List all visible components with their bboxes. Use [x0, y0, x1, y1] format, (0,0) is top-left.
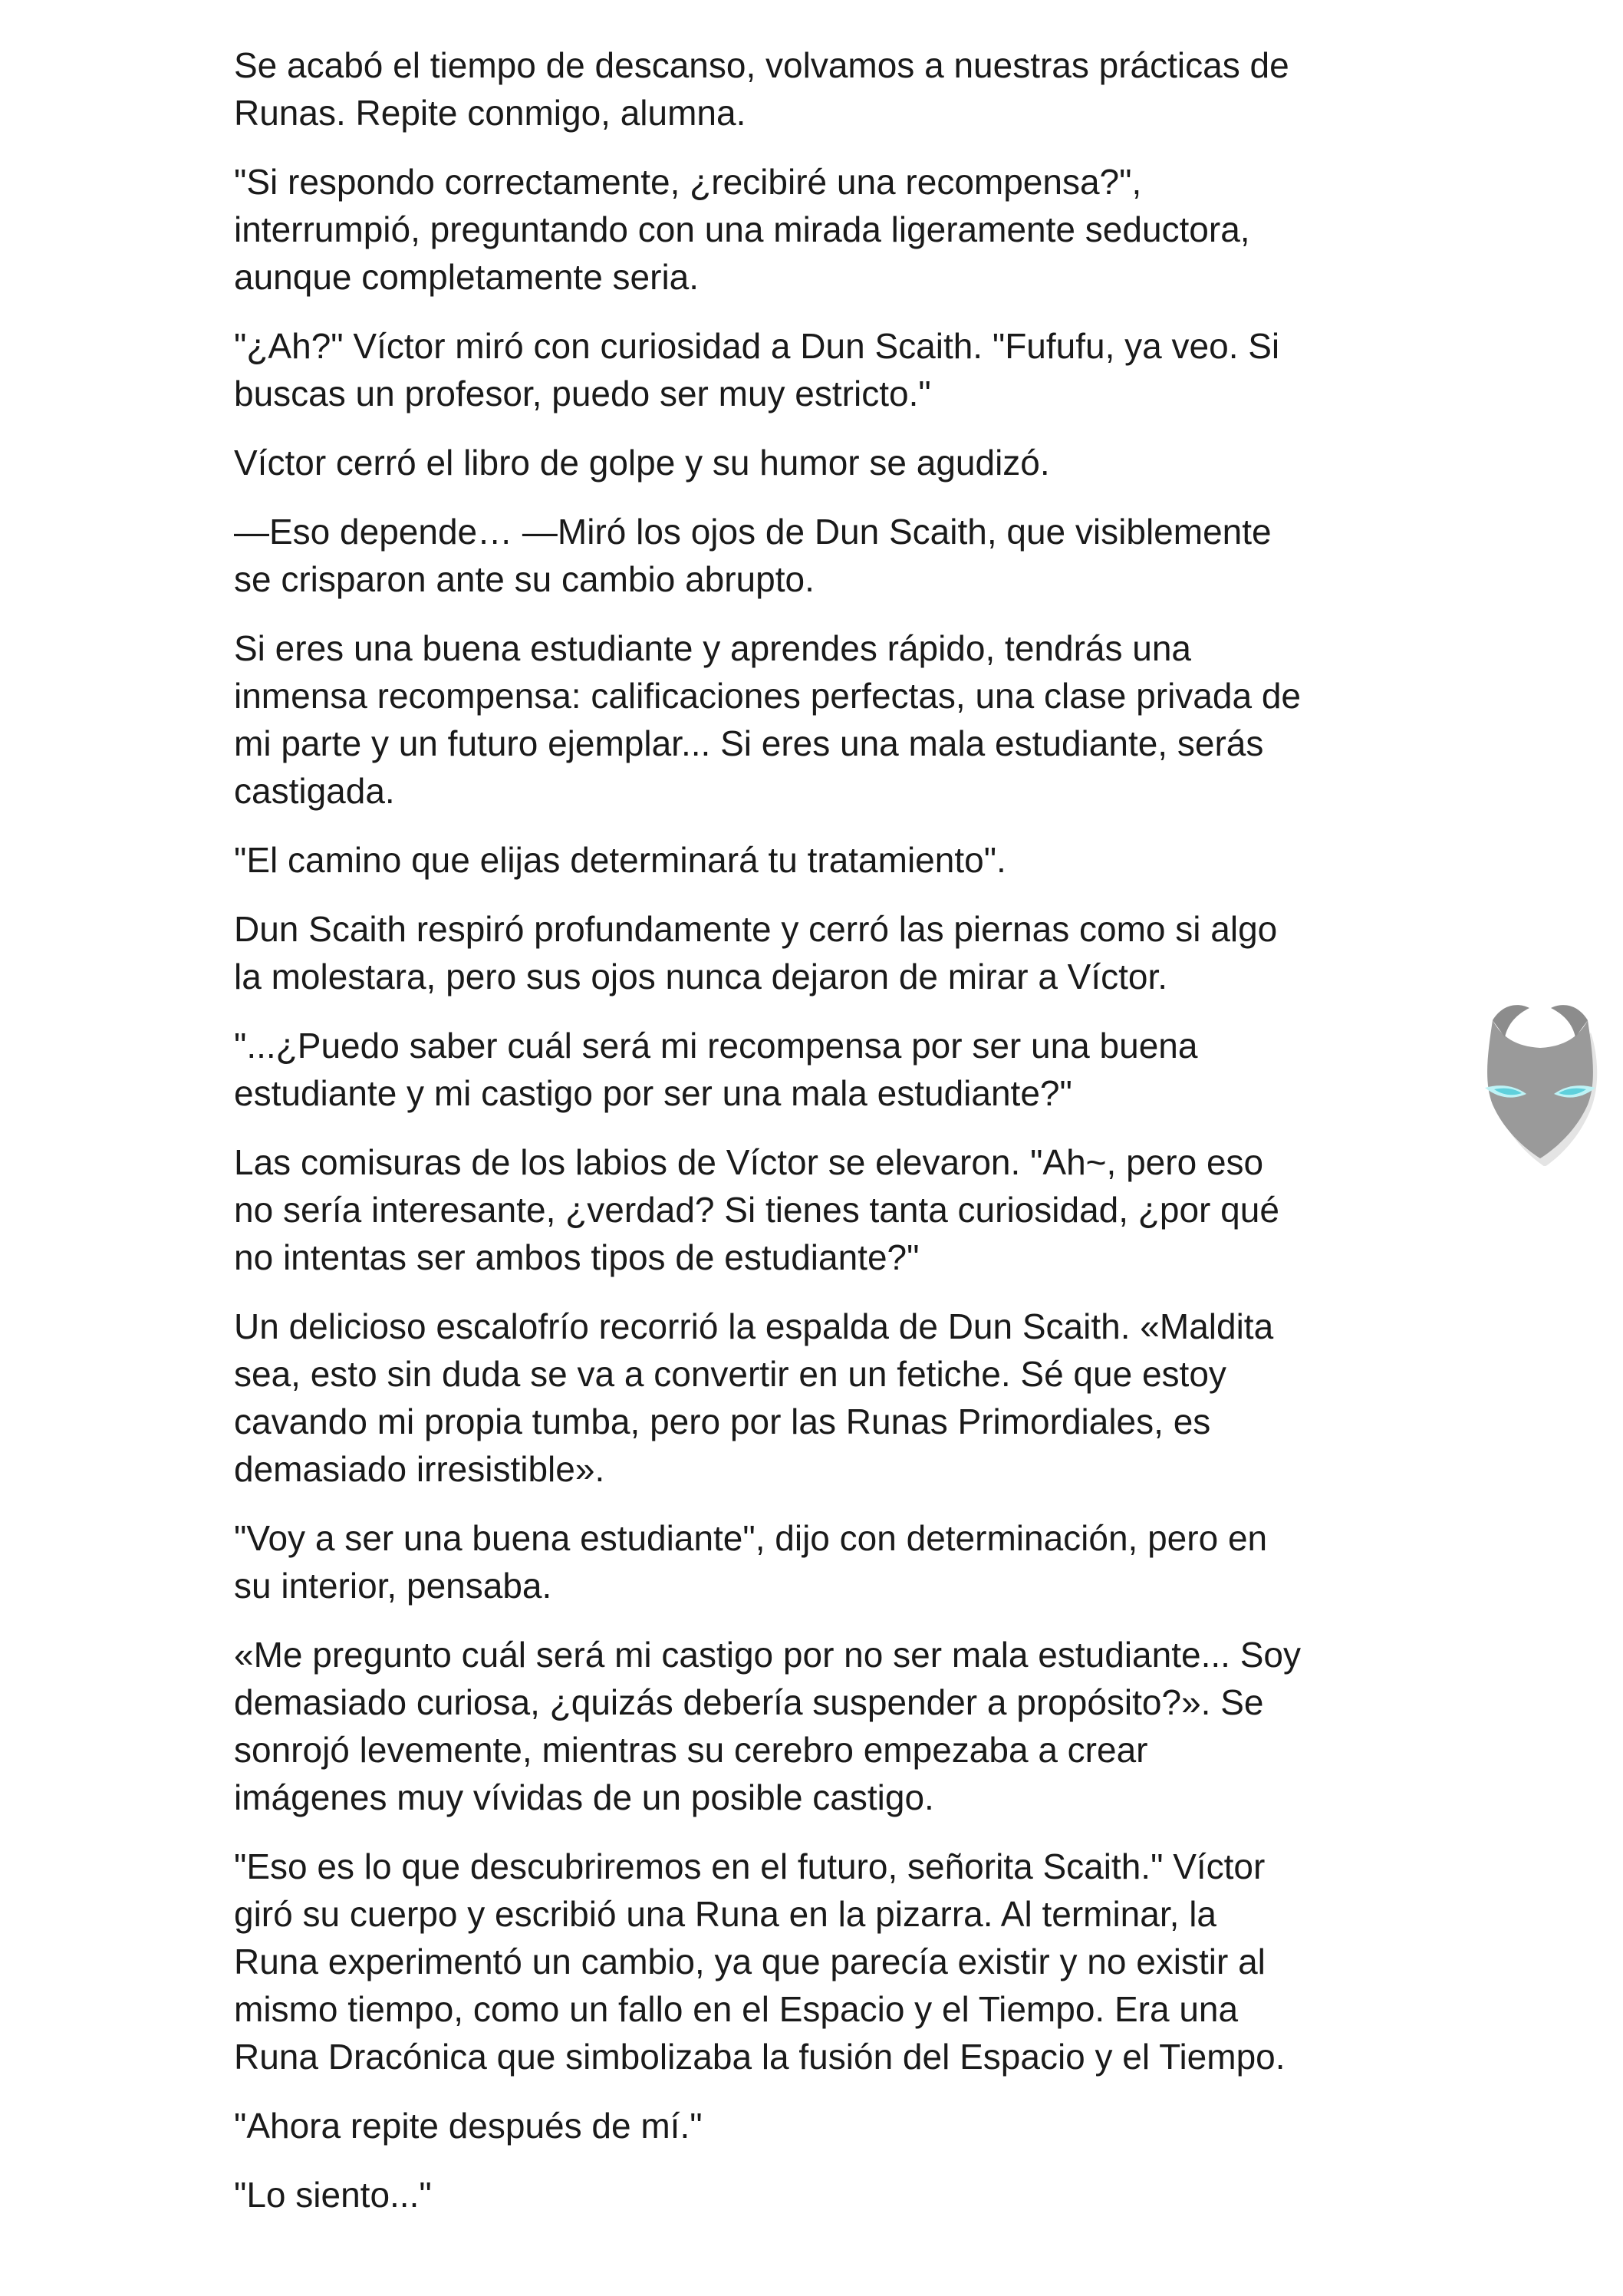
text-line: Las comisuras de los labios de Víctor se elevaron. "Ah~, pero eso — [234, 1142, 1264, 1182]
paragraph — [234, 1303, 1415, 1493]
text-line: Dun Scaith respiró profundamente y cerró las piernas como si algo — [234, 909, 1278, 949]
paragraph — [234, 1138, 1415, 1281]
text-line: «Me pregunto cuál será mi castigo por no ser mala estudiante... Soy — [234, 1635, 1301, 1675]
text-line: Runas. Repite conmigo, alumna. — [234, 93, 746, 133]
paragraph — [234, 2171, 1415, 2219]
text-line: se crisparon ante su cambio abrupto. — [234, 559, 815, 599]
paragraph — [234, 508, 1415, 603]
text-line: sea, esto sin duda se va a convertir en un fetiche. Sé que estoy — [234, 1354, 1226, 1394]
paragraph — [234, 41, 1415, 137]
text-line: no sería interesante, ¿verdad? Si tienes tanta curiosidad, ¿por qué — [234, 1190, 1279, 1230]
text-line: mismo tiempo, como un fallo en el Espacio y el Tiempo. Era una — [234, 1989, 1239, 2029]
text-line: "Ahora repite después de mí." — [234, 2106, 703, 2146]
paragraph — [234, 1022, 1415, 1117]
text-line: giró su cuerpo y escribió una Runa en la pizarra. Al terminar, la — [234, 1894, 1216, 1934]
paragraph — [234, 624, 1415, 815]
text-line: "Lo siento..." — [234, 2175, 432, 2215]
text-line: no intentas ser ambos tipos de estudiante?" — [234, 1237, 920, 1277]
paragraph — [234, 905, 1415, 1000]
text-line: "Eso es lo que descubriremos en el futuro, señorita Scaith." Víctor — [234, 1846, 1266, 1886]
paragraph — [234, 1631, 1415, 1821]
paragraph — [234, 836, 1415, 884]
text-line: Si eres una buena estudiante y aprendes rápido, tendrás una — [234, 628, 1191, 668]
text-line: inmensa recompensa: calificaciones perfectas, una clase privada de — [234, 676, 1301, 716]
demon-head-logo-icon — [1471, 997, 1609, 1166]
paragraph — [234, 158, 1415, 301]
paragraph — [234, 1843, 1415, 2080]
paragraph — [234, 2102, 1415, 2149]
paragraph — [234, 439, 1415, 486]
text-line: "Si respondo correctamente, ¿recibiré una recompensa?", — [234, 162, 1142, 202]
text-line: castigada. — [234, 771, 395, 811]
text-line: interrumpió, preguntando con una mirada ligeramente seductora, — [234, 209, 1250, 249]
text-line: su interior, pensaba. — [234, 1566, 552, 1606]
text-line: la molestara, pero sus ojos nunca dejaron de mirar a Víctor. — [234, 957, 1168, 996]
text-line: "El camino que elijas determinará tu tratamiento". — [234, 840, 1006, 880]
text-line: "Voy a ser una buena estudiante", dijo con determinación, pero en — [234, 1518, 1268, 1558]
text-line: cavando mi propia tumba, pero por las Runas Primordiales, es — [234, 1402, 1211, 1441]
text-line: Un delicioso escalofrío recorrió la espalda de Dun Scaith. «Maldita — [234, 1306, 1274, 1346]
text-line: demasiado irresistible». — [234, 1449, 605, 1489]
paragraph — [234, 1514, 1415, 1609]
text-line: buscas un profesor, puedo ser muy estricto." — [234, 374, 931, 413]
document-page — [234, 41, 1415, 2240]
text-line: sonrojó levemente, mientras su cerebro empezaba a crear — [234, 1730, 1148, 1770]
text-line: Víctor cerró el libro de golpe y su humor se agudizó. — [234, 443, 1050, 483]
text-line: aunque completamente seria. — [234, 257, 700, 297]
text-line: Se acabó el tiempo de descanso, volvamos a nuestras prácticas de — [234, 45, 1289, 85]
text-line: "¿Ah?" Víctor miró con curiosidad a Dun Scaith. "Fufufu, ya veo. Si — [234, 326, 1280, 366]
text-line: Runa experimentó un cambio, ya que parecía existir y no existir al — [234, 1942, 1266, 1981]
paragraph — [234, 322, 1415, 417]
text-line: "...¿Puedo saber cuál será mi recompensa por ser una buena — [234, 1026, 1198, 1066]
text-line: mi parte y un futuro ejemplar... Si eres una mala estudiante, serás — [234, 723, 1264, 763]
text-line: Runa Dracónica que simbolizaba la fusión del Espacio y el Tiempo. — [234, 2037, 1286, 2077]
text-line: estudiante y mi castigo por ser una mala estudiante?" — [234, 1073, 1072, 1113]
text-line: —Eso depende… —Miró los ojos de Dun Scaith, que visiblemente — [234, 512, 1272, 552]
text-line: demasiado curiosa, ¿quizás debería suspender a propósito?». Se — [234, 1682, 1264, 1722]
text-line: imágenes muy vívidas de un posible castigo. — [234, 1777, 934, 1817]
